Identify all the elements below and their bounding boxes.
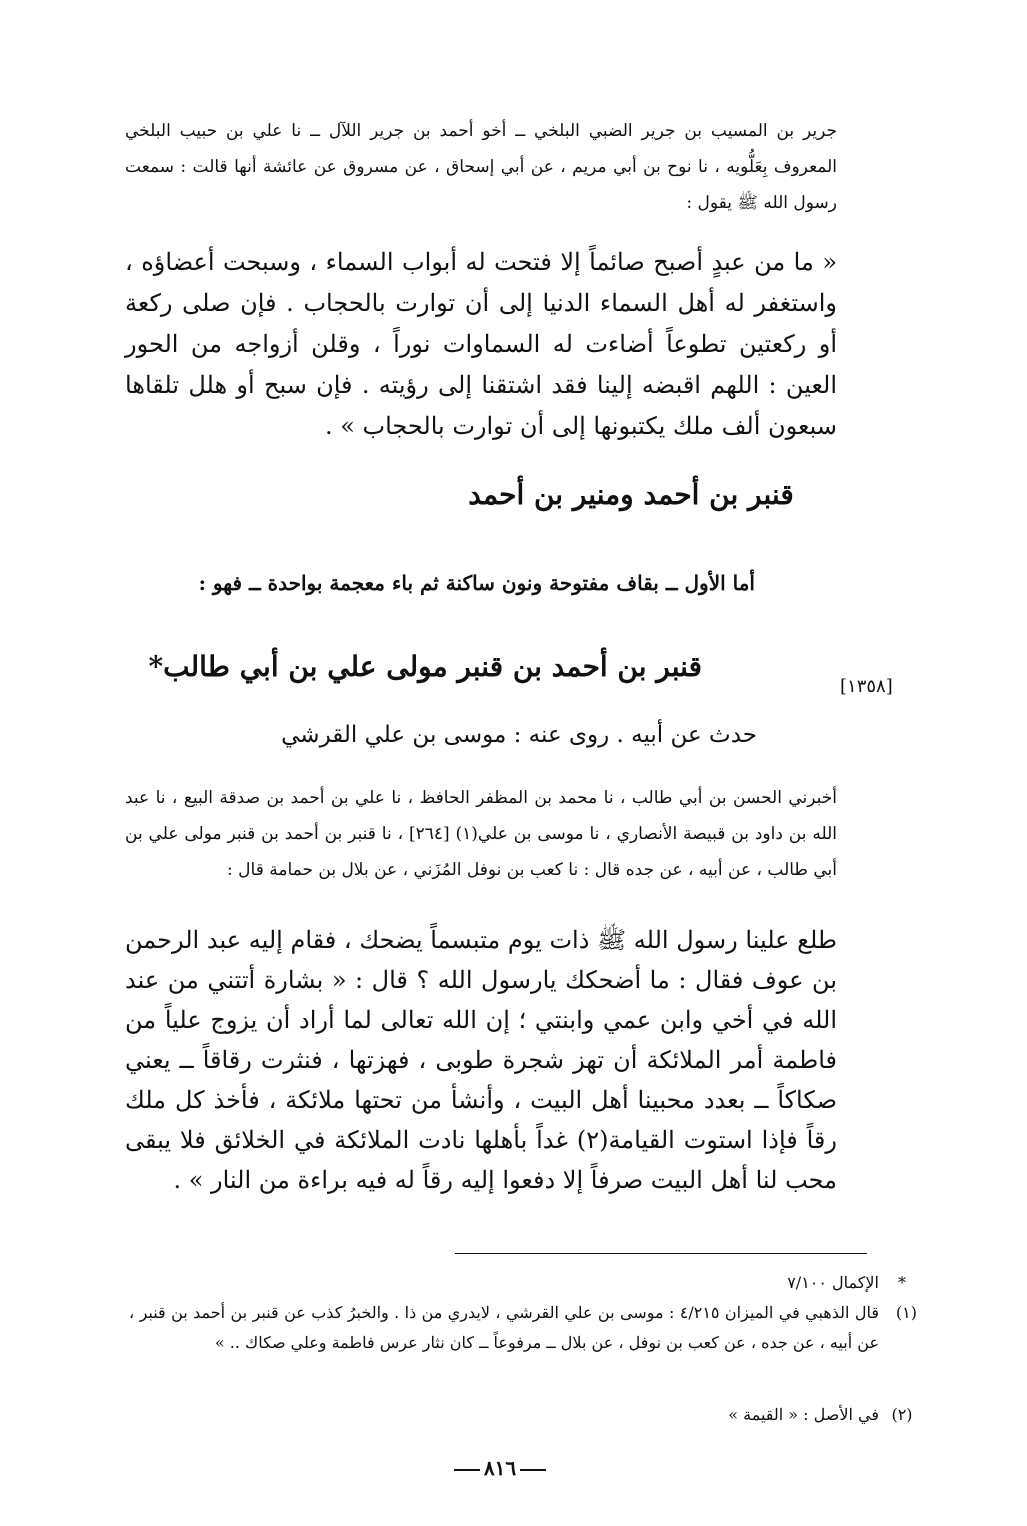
page-number-dash [520, 1469, 546, 1471]
footnote-1 [129, 1298, 917, 1358]
footnote-mark: (٢) [891, 1405, 913, 1424]
page-number-text: ٨١٦ [483, 1456, 517, 1480]
footnote-divider [455, 1253, 867, 1254]
footnote-text: في الأصل : « القيمة » [728, 1405, 879, 1424]
footnote-mark: * [898, 1273, 906, 1292]
narration-note: حدث عن أبيه . روى عنه : موسى بن علي القرشي [281, 722, 757, 748]
page-number [440, 1456, 560, 1480]
entry-title: قنبر بن أحمد بن قنبر مولى علي بن أبي طالب* [148, 650, 702, 683]
isnad-paragraph-2: أخبرني الحسن بن أبي طالب ، نا محمد بن المظفر الحافظ ، نا علي بن أحمد بن صدقة البيع ، نا عبد الله بن داود بن قبيصة الأنصاري ، نا موسى بن علي(١) [٢٦٤] ، نا قنبر بن أحمد بن قنبر مولى علي بن أبي طالب ، عن أبيه ، عن جده قال : نا كعب بن نوفل المُزَني ، عن بلال بن حمامة قال : [125, 788, 837, 880]
footnote-text: الإكمال ٧/١٠٠ [787, 1273, 879, 1292]
footnote-mark: (١) [895, 1303, 917, 1322]
section-description: أما الأول ــ بقاف مفتوحة ونون ساكنة ثم باء معجمة بواحدة ــ فهو : [198, 571, 755, 595]
section-title: قنبر بن أحمد ومنير بن أحمد [468, 478, 794, 511]
hadith-text-2: طلع علينا رسول الله ﷺ ذات يوم متبسماً يضحك ، فقام إليه عبد الرحمن بن عوف فقال : ما أضحكك يارسول الله ؟ قال : « بشارة أتتني من عند الله في أخي وابن عمي وابنتي ؛ إن الله تعالى لما أراد أن يزوج علياً من فاطمة أمر الملائكة أن تهز شجرة طوبى ، فهزتها ، فنثرت رقاقاً ــ يعني صكاكاً ــ بعدد محبينا أهل البيت ، وأنشأ من تحتها ملائكة ، فأخذ كل ملك رقاً فإذا استوت القيامة(٢) غداً بأهلها نادت الملائكة في الخلائق فلا يبقى محب لنا أهل البيت صرفاً إلا دفعوا إليه رقاً له فيه براءة من النار » . [125, 926, 837, 1194]
footnote-text: قال الذهبي في الميزان ٤/٢١٥ : موسى بن علي القرشي ، لايدري من ذا . والخبرُ كذب عن قنبر بن أحمد بن قنبر ، عن أبيه ، عن جده ، عن كعب بن نوفل ، عن بلال ــ مرفوعاً ــ كان نثار عرس فاطمة وعلي صكاك .. » [129, 1303, 880, 1352]
hadith-text-1: « ما من عبدٍ أصبح صائماً إلا فتحت له أبواب السماء ، وسبحت أعضاؤه ، واستغفر له أهل السماء الدنيا إلى أن توارت بالحجاب . فإن صلى ركعة أو ركعتين تطوعاً أضاءت له السماوات نوراً ، وقلن أزواجه من الحور العين : اللهم اقبضه إلينا فقد اشتقنا إلى رؤيته . فإن سبح أو هلل تلقاها سبعون ألف ملك يكتبونها إلى أن توارت بالحجاب » . [125, 248, 837, 440]
footnote-2 [129, 1400, 913, 1430]
page-number-dash [454, 1469, 480, 1471]
footnote-star [129, 1268, 906, 1298]
isnad-paragraph-top: جرير بن المسيب بن جرير الضبي البلخي ــ أخو أحمد بن جرير اللآل ــ نا علي بن حبيب البلخي المعروف بِعَلُّويه ، نا نوح بن أبي مريم ، عن أبي إسحاق ، عن مسروق عن عائشة أنها قالت : سمعت رسول الله ﷺ يقول : [125, 121, 837, 213]
entry-number: [١٣٥٨] [840, 676, 893, 697]
